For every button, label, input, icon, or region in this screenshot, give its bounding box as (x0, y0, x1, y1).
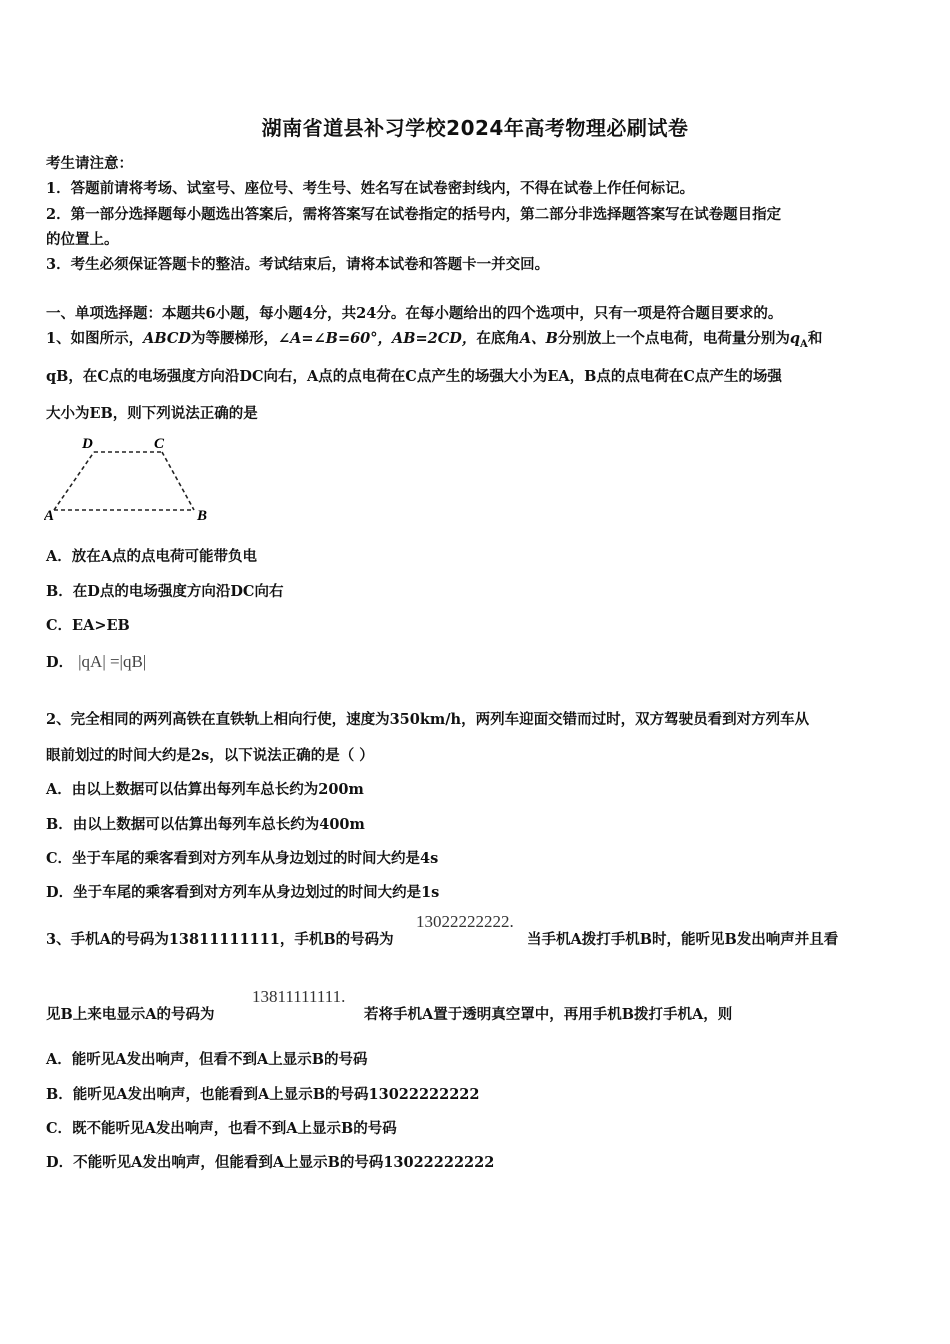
q1-option-a[interactable]: A．放在A点的点电荷可能带负电 (46, 548, 257, 565)
q1-abcd: ABCD (143, 330, 191, 347)
label-c: C (154, 436, 165, 452)
q1-option-d-formula: |qA| =|qB| (78, 652, 147, 671)
label-d: D (82, 436, 93, 452)
q1-stem-line2: qB，在C点的电场强度方向沿DC向右，A点的点电荷在C点产生的场强大小为EA，B点的点电荷在C点产生的场强 (46, 368, 782, 385)
label-b: B (197, 508, 208, 524)
q2-option-b[interactable]: B．由以上数据可以估算出每列车总长约为400m (46, 816, 365, 833)
q1-option-c[interactable]: C．EA>EB (46, 617, 130, 634)
q2-option-c[interactable]: C．坐于车尾的乘客看到对方列车从身边划过的时间大约是4s (46, 850, 439, 867)
page-title: 湖南省道县补习学校2024年高考物理必刷试卷 (261, 116, 689, 140)
edge-bc (162, 452, 194, 510)
notice-item-3: 3．考生必须保证答题卡的整洁。考试结束后，请将本试卷和答题卡一并交回。 (46, 256, 550, 273)
q3-number-a: 13811111111. (252, 987, 346, 1006)
section-heading: 一、单项选择题：本题共6小题，每小题4分，共24分。在每小题给出的四个选项中，只有一项是符合题目要求的。 (46, 305, 783, 322)
q3-stem-line1b: 当手机A拨打手机B时，能听见B发出响声并且看 (527, 931, 839, 948)
q1-option-b[interactable]: B．在D点的电场强度方向沿DC向右 (46, 583, 284, 600)
q1-stem-line3: 大小为EB，则下列说法正确的是 (46, 405, 258, 422)
notice-item-1: 1．答题前请将考场、试室号、座位号、考生号、姓名写在试卷密封线内，不得在试卷上作任何标记。 (46, 180, 695, 197)
q2-stem-line1: 2、完全相同的两列高铁在直铁轨上相向行使，速度为350km/h，两列车迎面交错而过时，双方驾驶员看到对方列车从 (46, 711, 810, 728)
q1-option-d[interactable] (46, 651, 146, 672)
edge-ad (54, 452, 94, 510)
q1-stem-line1 (46, 327, 822, 350)
q3-stem-line2b: 若将手机A置于透明真空罩中，再用手机B拨打手机A，则 (364, 1006, 733, 1023)
q1-text: 为等腰梯形， (190, 330, 278, 347)
q1-angle: ∠A=∠B=60°，AB=2CD， (277, 330, 477, 347)
label-a: A (44, 508, 55, 524)
q3-stem-line1a: 3、手机A的号码为13811111111，手机B的号码为 (46, 931, 394, 948)
q2-option-d[interactable]: D．坐于车尾的乘客看到对方列车从身边划过的时间大约是1s (46, 884, 440, 901)
q3-option-b[interactable]: B．能听见A发出响声，也能看到A上显示B的号码13022222222 (46, 1086, 480, 1103)
q3-option-c[interactable]: C．既不能听见A发出响声，也看不到A上显示B的号码 (46, 1120, 397, 1137)
q1-qa-sub: A (800, 338, 808, 350)
q1-text: 和 (807, 330, 823, 347)
notice-item-2: 2．第一部分选择题每小题选出答案后，需将答案写在试卷指定的括号内，第二部分非选择题答案写在试卷题目指定 (46, 206, 782, 223)
q3-number-b: 13022222222. (416, 912, 514, 931)
q1-text: 在底角 (476, 330, 520, 347)
q3-stem-line2a: 见B上来电显示A的号码为 (46, 1006, 215, 1023)
notice-heading: 考生请注意： (46, 155, 133, 172)
trapezoid-figure (44, 432, 214, 524)
q3-option-a[interactable]: A．能听见A发出响声，但看不到A上显示B的号码 (46, 1051, 368, 1068)
q1-text: 分别放上一个点电荷，电荷量分别为 (557, 330, 790, 347)
q1-qa: q (789, 330, 801, 347)
q1-text: 1、如图所示， (46, 330, 144, 347)
notice-item-2-cont: 的位置上。 (46, 231, 119, 248)
q1-ab: A、B (519, 330, 558, 347)
q2-stem-line2: 眼前划过的时间大约是2s，以下说法正确的是（ ） (46, 747, 374, 764)
q2-option-a[interactable]: A．由以上数据可以估算出每列车总长约为200m (46, 781, 364, 798)
q3-option-d[interactable]: D．不能听见A发出响声，但能看到A上显示B的号码13022222222 (46, 1154, 495, 1171)
q1-option-d-label: D． (46, 654, 74, 671)
